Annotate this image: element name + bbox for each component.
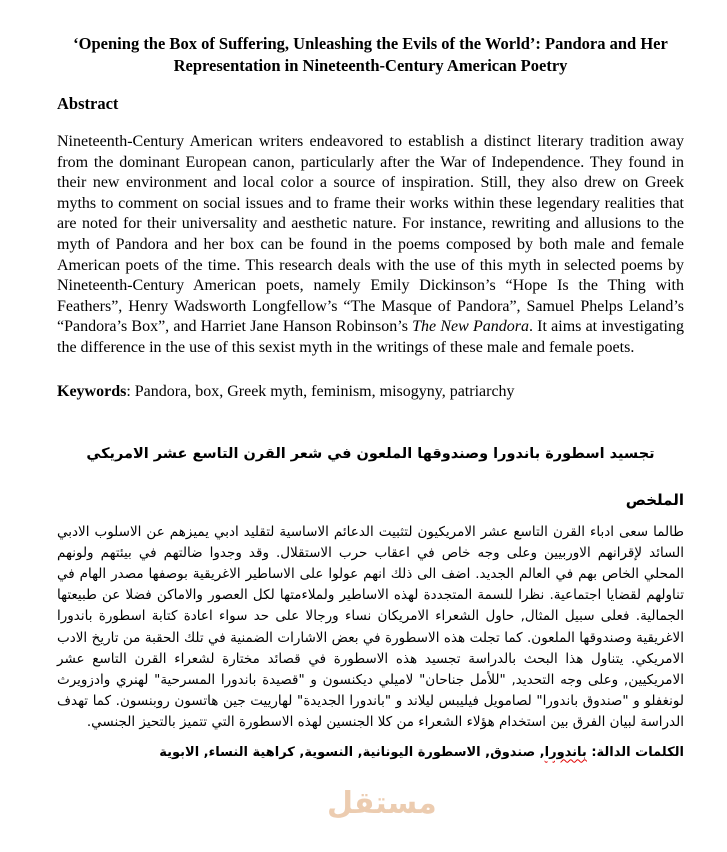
- arabic-abstract-heading: الملخص: [625, 490, 684, 509]
- keywords-label: Keywords: [57, 382, 127, 400]
- abstract-heading: Abstract: [57, 94, 119, 113]
- arabic-keywords-label: الكلمات الدالة:: [586, 744, 684, 760]
- arabic-abstract-paragraph: طالما سعى ادباء القرن التاسع عشر الامريكيون لتثبيت الدعائم الاساسية لتقليد ادبي يميزهم عن الاسلوب الادبي السائد لإقرانهم الاوربيين وعلى وجه خاص في اعقاب حرب الاستقلال. وقد وجدوا ضالتهم في بيئتهم ولونهم المحلي الخاص بهم في العالم الجديد. اضف الى ذلك انهم عولوا على الاساطير الاغريقية بوصفها مصدر الهام في تناولهم لقضايا اجتماعية. نظرا للسمة المتجددة لهذه الاساطير ولملاءمتها لكل العصور والاماكن فضلا عن طبيعتها الجمالية. فعلى سبيل المثال, حاول الشعراء الامريكان نساء ورجالا على حد سواء اعادة كتابة اسطورة باندورا الاغريقية وصندوقها الملعون. كما تجلت هذه الاسطورة في بعض الاشارات الضمنية في تلك الحقبة من تاريخ الادب الامريكي. يتناول هذا البحث بالدراسة تجسيد هذه الاسطورة في قصائد مختارة لشعراء القرن التاسع عشر الامريكيين, وعلى وجه التحديد, "للأمل جناحان" لاميلي ديكنسون و "قصيدة باندورا المسرحية" لهنري وادزويرث لونغفلو و "صندوق باندورا" لصامويل فيليبس ليلاند و "باندورا الجديدة" لهارييت جين هاتسون روبنسون. كما تهدف الدراسة لبيان الفرق بين استخدام هؤلاء الشعراء من كلا الجنسين لهذه الاسطورة التي تتميز بالتحيز الجنسي.: [57, 523, 684, 731]
- arabic-title: تجسيد اسطورة باندورا وصندوقها الملعون في شعر القرن التاسع عشر الامريكي: [86, 445, 655, 462]
- keywords-line: [57, 383, 684, 401]
- abstract-paragraph: [57, 132, 684, 359]
- mostaql-watermark: مستقل: [327, 786, 437, 821]
- abstract-text-start: Nineteenth-Century American writers endeavored to establish a distinct literary tradition away from the dominant European canon, particularly after the War of Independence. They found in their new environment and local color a source of inspiration. Still, they also drew on Greek myths to comment on social issues and to frame their works within these legendary realities that are noted for their universality and aesthetic nature. For instance, rewriting and allusions to the myth of Pandora and her box can be found in the poems composed by both male and female American poets of the time. This research deals with the use of this myth in selected poems by Nineteenth-Century American poets, namely Emily Dickinson’s “Hope Is the Thing with Feathers”, Henry Wadsworth Longfellow’s “The Masque of Pandora”, Samuel Phelps Leland’s “Pandora’s Box”, and Harriet Jane Hanson Robinson’s: [57, 133, 684, 336]
- document-content: [57, 33, 684, 760]
- page-title: ‘Opening the Box of Suffering, Unleashing the Evils of the World’: Pandora and Her Representation in Nineteenth-Century American Poetry: [73, 34, 668, 75]
- arabic-keywords-line: [57, 745, 684, 760]
- abstract-italic-book-title: The New Pandora: [412, 318, 529, 336]
- arabic-keywords-rest: , صندوق, الاسطورة اليونانية, النسوية, كراهية النساء, الابوية: [159, 744, 545, 760]
- keywords-text: : Pandora, box, Greek myth, feminism, misogyny, patriarchy: [126, 382, 515, 400]
- abstract-text-end: . It aims at investigating the difference in the use of this sexist myth in the writings of these male and female poets.: [57, 318, 684, 356]
- arabic-keyword-pandora-flagged: باندورا: [544, 744, 587, 760]
